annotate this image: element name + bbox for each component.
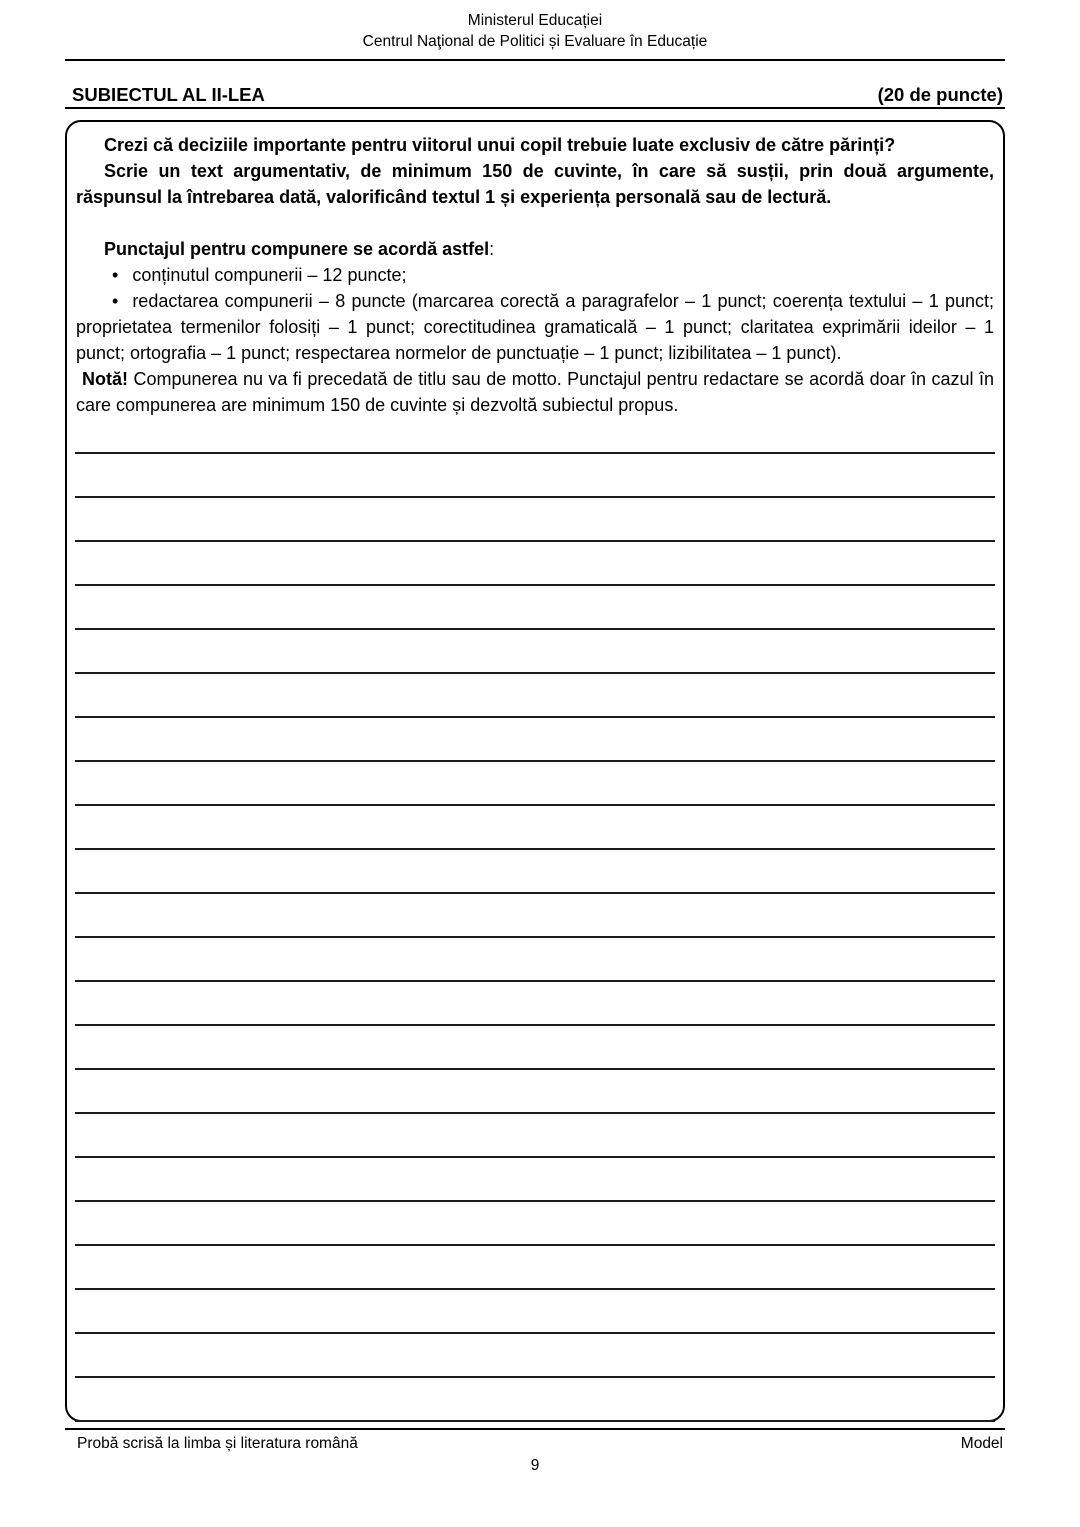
note-text: Compunerea nu va fi precedată de titlu sau de motto. Punctajul pentru redactare se acordă doar în cazul în care compunerea are minimum 150 de cuvinte și dezvoltă subiectul propus.: [76, 369, 994, 415]
header-center: Centrul Naţional de Politici și Evaluare în Educație: [362, 33, 708, 50]
answer-line: [75, 1114, 995, 1158]
header-ministry: Ministerul Educației: [467, 12, 603, 29]
footer-left: Probă scrisă la limba și literatura română: [77, 1435, 358, 1452]
scoring-bullet-content: [76, 262, 994, 288]
page-number: 9: [530, 1457, 540, 1474]
scoring-title: [76, 236, 994, 262]
task-instruction: Scrie un text argumentativ, de minimum 150 de cuvinte, în care să susții, prin două argumente, răspunsul la întrebarea dată, valorificând textul 1 și experiența personală sau de lectură.: [76, 161, 994, 207]
answer-line: [75, 762, 995, 806]
answer-lines: [75, 410, 995, 1422]
answer-line: [75, 454, 995, 498]
subject-title: SUBIECTUL AL II-LEA: [72, 84, 265, 105]
answer-line: [75, 938, 995, 982]
page-header: [65, 10, 1005, 61]
answer-line: [75, 630, 995, 674]
answer-line: [75, 1158, 995, 1202]
subject-points: (20 de puncte): [877, 84, 1003, 105]
task-box: [65, 120, 1005, 1422]
scoring-title-text: Punctajul pentru compunere se acordă astfel: [104, 239, 490, 259]
task-intro: [76, 132, 994, 210]
answer-line: [75, 718, 995, 762]
page-footer: [65, 1428, 1005, 1453]
answer-line: [75, 542, 995, 586]
answer-line: [75, 1334, 995, 1378]
answer-line: [75, 1070, 995, 1114]
answer-line: [75, 1246, 995, 1290]
scoring-bullet-content-text: conținutul compunerii – 12 puncte;: [132, 265, 407, 285]
answer-line: [75, 1378, 995, 1422]
answer-line: [75, 1290, 995, 1334]
answer-line: [75, 850, 995, 894]
footer-right: Model: [960, 1435, 1003, 1452]
subject-row: [65, 61, 1005, 109]
answer-line: [75, 1026, 995, 1070]
bullet-icon: •: [112, 265, 119, 285]
scoring-bullet-redaction-text: redactarea compunerii – 8 puncte (marcarea corectă a paragrafelor – 1 punct; coerența textului – 1 punct; proprietatea termenilor folosiți – 1 punct; corectitudinea gramaticală – 1 punct; claritatea exprimării ideilor – 1 punct; ortografia – 1 punct; respectarea normelor de punctuație – 1 punct; lizibilitatea – 1 punct).: [76, 291, 994, 363]
answer-line: [75, 806, 995, 850]
answer-line: [75, 586, 995, 630]
scoring-bullet-redaction: [76, 288, 994, 366]
answer-line: [75, 498, 995, 542]
bullet-icon: •: [112, 291, 119, 311]
scoring-title-colon: :: [489, 239, 495, 259]
answer-line: [75, 410, 995, 454]
answer-line: [75, 1202, 995, 1246]
answer-line: [75, 894, 995, 938]
answer-line: [75, 674, 995, 718]
note-label: Notă!: [82, 369, 128, 389]
scoring-bullets: [76, 262, 994, 366]
answer-line: [75, 982, 995, 1026]
task-question: Crezi că deciziile importante pentru viitorul unui copil trebuie luate exclusiv de către părinți?: [104, 135, 896, 155]
